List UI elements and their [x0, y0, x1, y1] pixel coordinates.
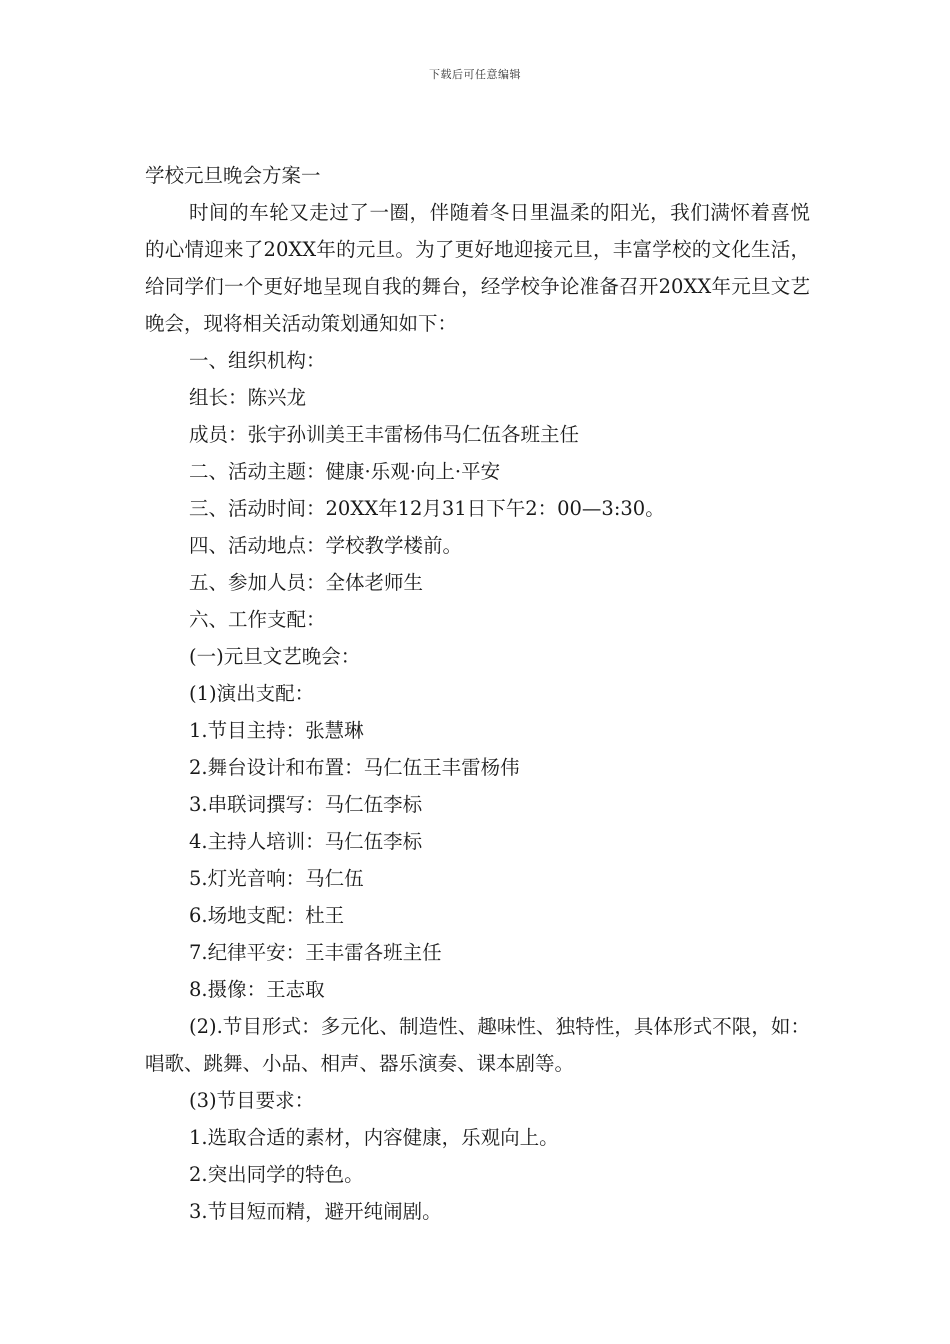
list-item: 7.纪律平安：王丰雷各班主任 — [189, 941, 442, 964]
section-time: 三、活动时间：20XX年12月31日下午2：00—3:30。 — [189, 497, 665, 520]
list-item: 3.节目短而精，避开纯闹剧。 — [189, 1200, 442, 1223]
members-line: 成员：张宇孙训美王丰雷杨伟马仁伍各班主任 — [189, 423, 580, 446]
leader-line: 组长：陈兴龙 — [189, 386, 307, 409]
page-header-note: 下载后可任意编辑 — [429, 68, 521, 81]
list-item: 6.场地支配：杜王 — [189, 904, 345, 927]
section-location: 四、活动地点：学校教学楼前。 — [189, 534, 463, 557]
list-item: 2.突出同学的特色。 — [189, 1163, 364, 1186]
list-item: 2.舞台设计和布置：马仁伍王丰雷杨伟 — [189, 756, 520, 779]
section-organization: 一、组织机构： — [189, 349, 326, 372]
intro-paragraph: 时间的车轮又走过了一圈，伴随着冬日里温柔的阳光，我们满怀着喜悦的心情迎来了20XX年的元旦。为了更好地迎接元旦，丰富学校的文化生活，给同学们一个更好地呈现自我的舞台，经学校争论准备召开20XX年元旦文艺晚会，现将相关活动策划通知如下： — [145, 201, 810, 335]
list-item: 1.节目主持：张慧琳 — [189, 719, 364, 742]
program-form-paragraph: (2).节目形式：多元化、制造性、趣味性、独特性，具体形式不限，如：唱歌、跳舞、小品、相声、器乐演奏、课本剧等。 — [145, 1015, 810, 1075]
list-item: 4.主持人培训：马仁伍李标 — [189, 830, 423, 853]
subsection-performance: (1)演出支配： — [189, 682, 315, 705]
subsection-gala: (一)元旦文艺晚会： — [189, 645, 361, 668]
section-theme: 二、活动主题：健康·乐观·向上·平安 — [189, 460, 501, 483]
list-item: 5.灯光音响：马仁伍 — [189, 867, 364, 890]
document-body — [145, 157, 810, 1230]
list-item: 3.串联词撰写：马仁伍李标 — [189, 793, 423, 816]
list-item: 1.选取合适的素材，内容健康，乐观向上。 — [189, 1126, 559, 1149]
subsection-requirements: (3)节目要求： — [189, 1089, 315, 1112]
document-title: 学校元旦晚会方案一 — [145, 164, 321, 187]
list-item: 8.摄像：王志取 — [189, 978, 325, 1001]
section-participants: 五、参加人员：全体老师生 — [189, 571, 424, 594]
section-work-arrangement: 六、工作支配： — [189, 608, 326, 631]
